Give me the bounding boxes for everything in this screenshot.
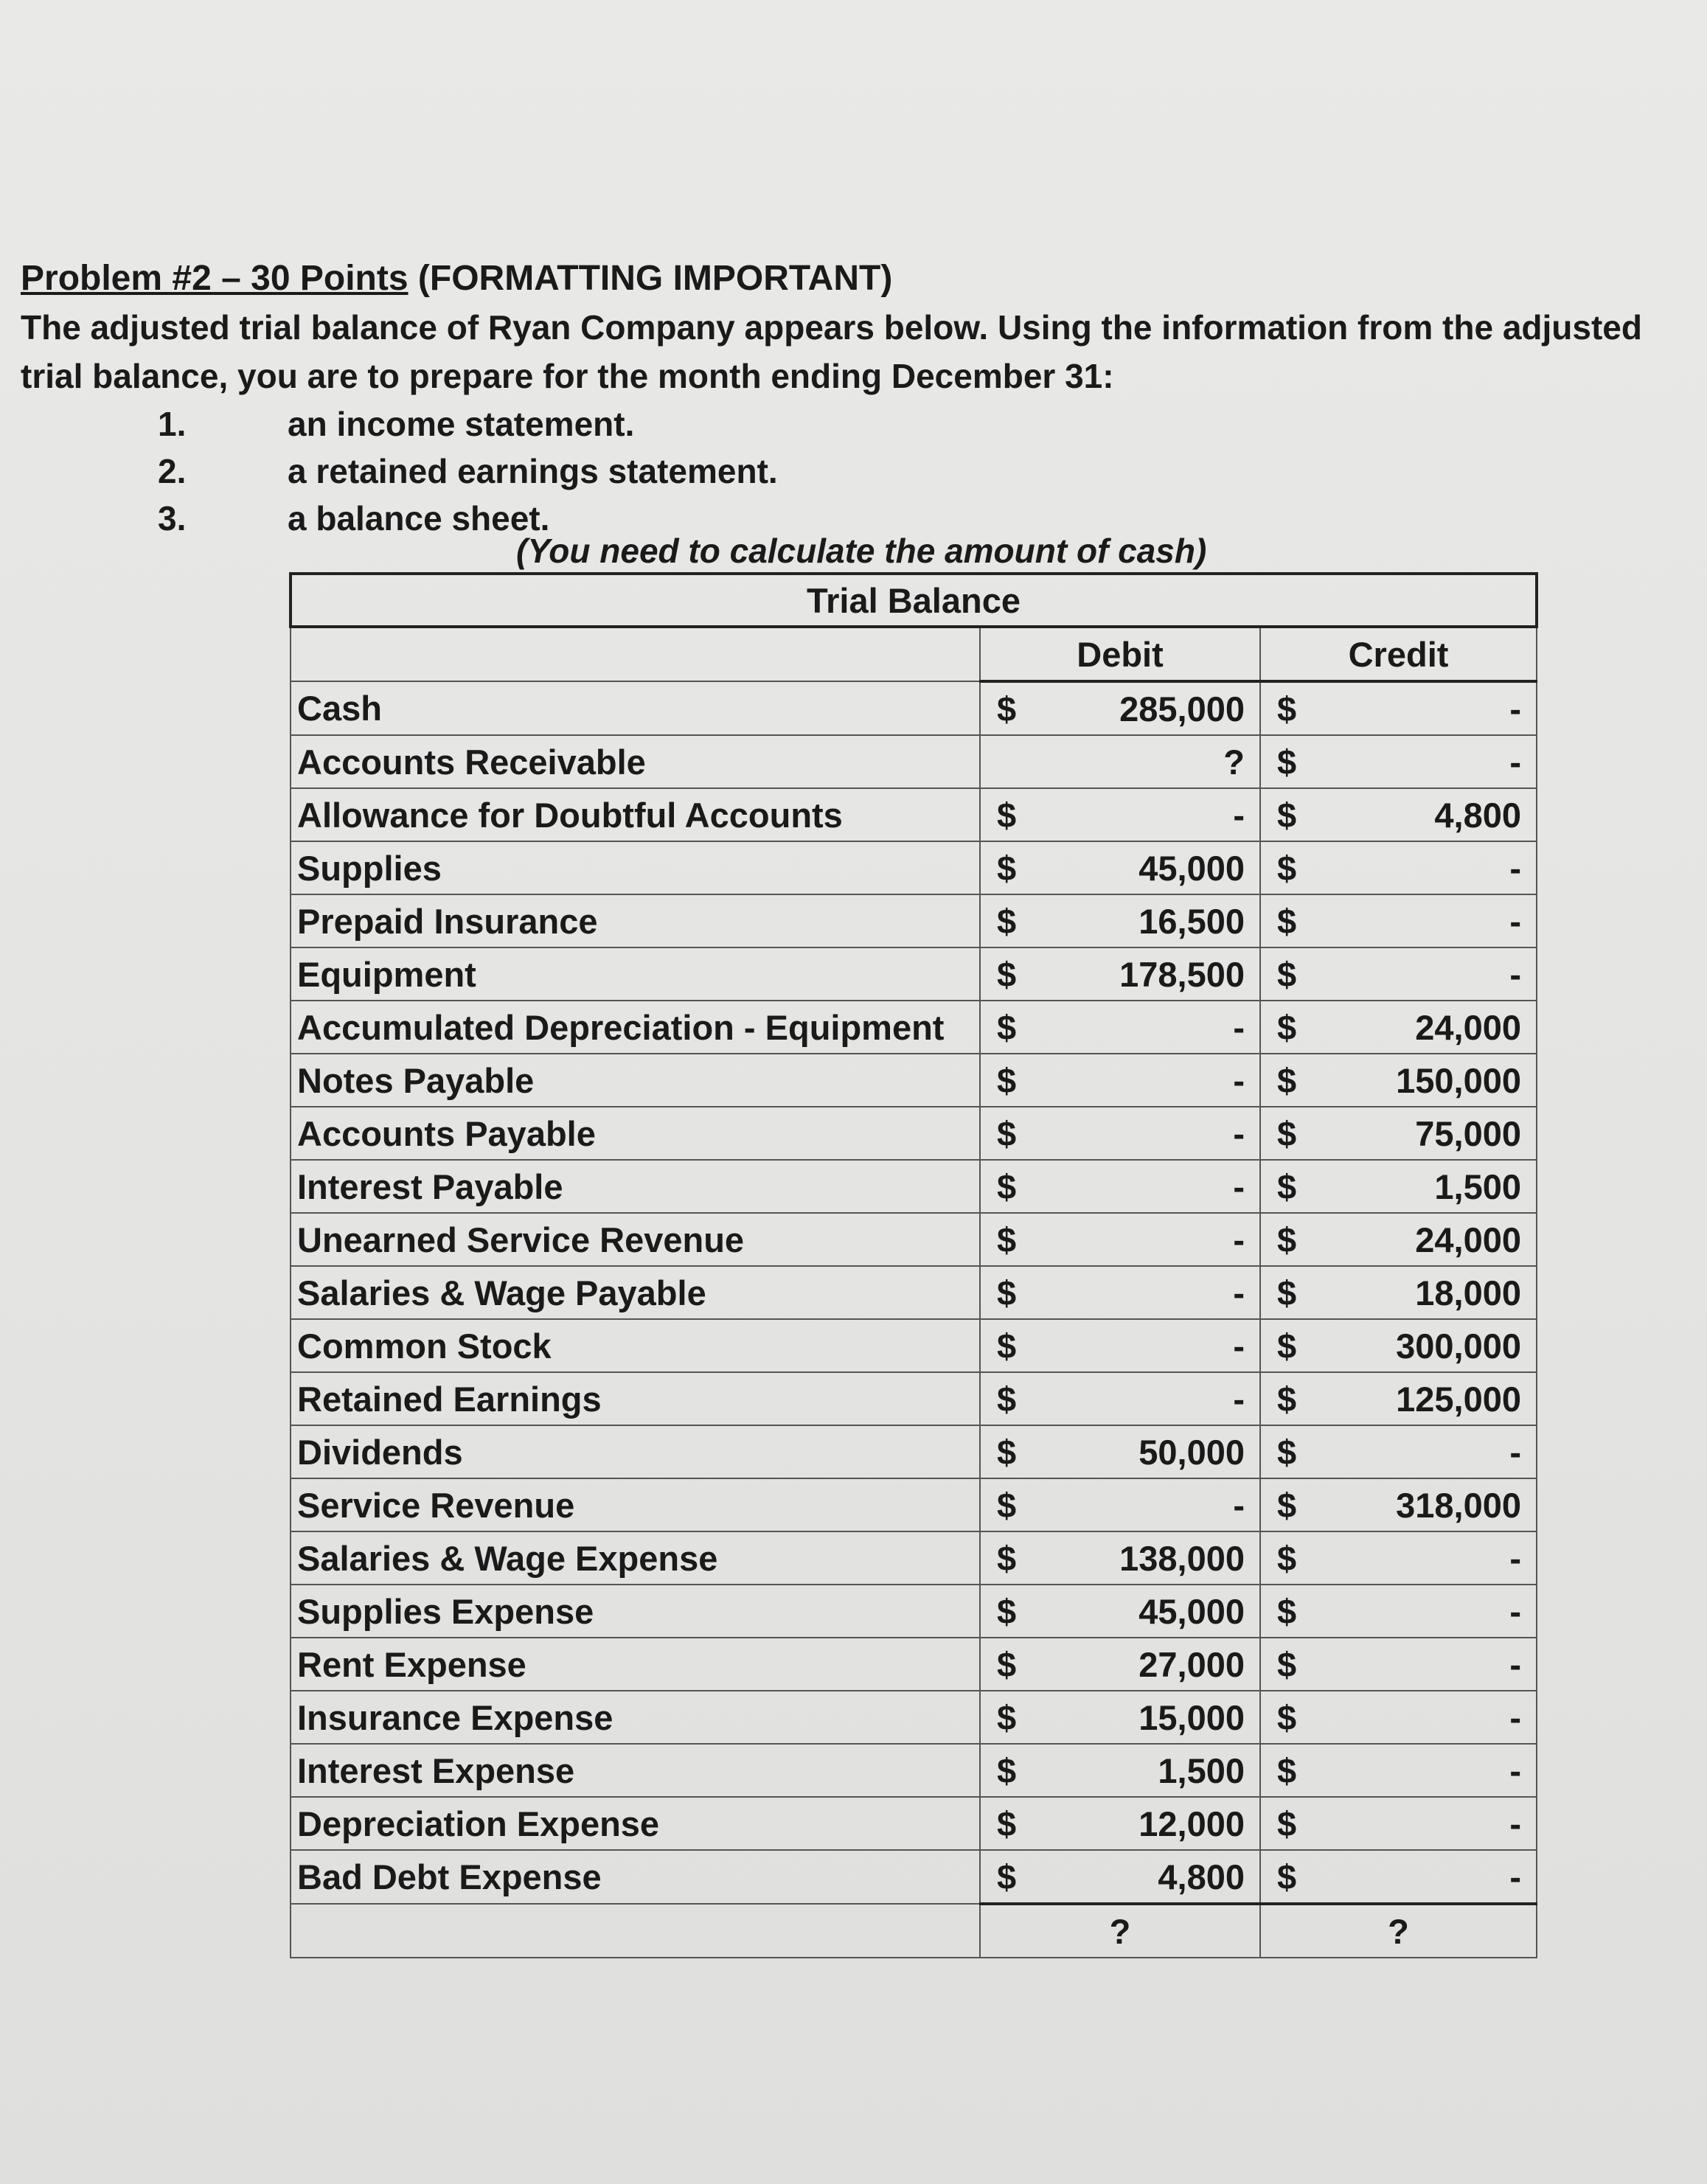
task-text: a balance sheet. xyxy=(288,499,550,538)
debit-amount: 27,000 xyxy=(1138,1644,1245,1684)
debit-cell xyxy=(980,841,1260,894)
debit-amount: - xyxy=(1233,1007,1245,1047)
credit-amount: - xyxy=(1509,1591,1522,1631)
table-row xyxy=(291,788,1537,841)
debit-cell xyxy=(980,1107,1260,1160)
debit-currency-sign: $ xyxy=(997,1166,1017,1206)
credit-currency-sign: $ xyxy=(1277,1113,1297,1153)
credit-amount: 318,000 xyxy=(1396,1485,1522,1525)
account-name: Accounts Payable xyxy=(291,1107,980,1160)
credit-cell xyxy=(1260,681,1537,735)
credit-amount: 24,000 xyxy=(1415,1007,1522,1047)
debit-cell xyxy=(980,1160,1260,1213)
table-row xyxy=(291,681,1537,735)
account-name: Accumulated Depreciation - Equipment xyxy=(291,1001,980,1054)
debit-cell xyxy=(980,1531,1260,1585)
account-name: Supplies Expense xyxy=(291,1585,980,1638)
cash-note: (You need to calculate the amount of cash) xyxy=(516,532,1207,570)
account-name: Notes Payable xyxy=(291,1054,980,1107)
debit-currency-sign: $ xyxy=(997,1857,1017,1896)
problem-statement xyxy=(21,254,1672,542)
credit-currency-sign: $ xyxy=(1277,1697,1297,1737)
debit-cell xyxy=(980,1478,1260,1531)
credit-cell xyxy=(1260,1425,1537,1478)
table-row xyxy=(291,1107,1537,1160)
debit-amount: - xyxy=(1233,1060,1245,1100)
credit-currency-sign: $ xyxy=(1277,1485,1297,1525)
credit-amount: - xyxy=(1509,742,1522,782)
debit-currency-sign: $ xyxy=(997,1804,1017,1843)
credit-cell xyxy=(1260,841,1537,894)
table-row xyxy=(291,1691,1537,1744)
credit-currency-sign: $ xyxy=(1277,1220,1297,1259)
credit-amount: - xyxy=(1509,1857,1522,1896)
account-name: Interest Payable xyxy=(291,1160,980,1213)
debit-currency-sign: $ xyxy=(997,1113,1017,1153)
table-row xyxy=(291,735,1537,788)
credit-amount: 125,000 xyxy=(1396,1379,1522,1419)
table-row xyxy=(291,1531,1537,1585)
debit-cell xyxy=(980,1425,1260,1478)
debit-cell xyxy=(980,1585,1260,1638)
credit-cell xyxy=(1260,1160,1537,1213)
credit-currency-sign: $ xyxy=(1277,742,1297,782)
credit-amount: - xyxy=(1509,1644,1522,1684)
credit-amount: 300,000 xyxy=(1396,1326,1522,1366)
credit-currency-sign: $ xyxy=(1277,1538,1297,1578)
account-name: Dividends xyxy=(291,1425,980,1478)
account-name: Service Revenue xyxy=(291,1478,980,1531)
task-number: 1. xyxy=(158,405,187,443)
table-row xyxy=(291,1425,1537,1478)
table-title: Trial Balance xyxy=(291,574,1537,627)
credit-currency-sign: $ xyxy=(1277,1750,1297,1790)
table-row xyxy=(291,947,1537,1001)
debit-currency-sign: $ xyxy=(997,1007,1017,1047)
credit-currency-sign: $ xyxy=(1277,1166,1297,1206)
account-name: Supplies xyxy=(291,841,980,894)
problem-heading xyxy=(21,254,1672,303)
task-number: 2. xyxy=(158,452,187,490)
account-name: Rent Expense xyxy=(291,1638,980,1691)
credit-cell xyxy=(1260,1266,1537,1319)
credit-amount: - xyxy=(1509,848,1522,888)
debit-cell xyxy=(980,1213,1260,1266)
debit-cell xyxy=(980,735,1260,788)
total-credit: ? xyxy=(1260,1904,1537,1958)
account-name: Salaries & Wage Payable xyxy=(291,1266,980,1319)
task-text: a retained earnings statement. xyxy=(288,452,778,490)
account-name: Salaries & Wage Expense xyxy=(291,1531,980,1585)
debit-amount: - xyxy=(1233,1166,1245,1206)
task-item xyxy=(21,400,1672,448)
debit-amount: - xyxy=(1233,1379,1245,1419)
credit-currency-sign: $ xyxy=(1277,1644,1297,1684)
debit-currency-sign: $ xyxy=(997,1697,1017,1737)
debit-currency-sign: $ xyxy=(997,1591,1017,1631)
credit-currency-sign: $ xyxy=(1277,795,1297,835)
table-row xyxy=(291,1372,1537,1425)
debit-cell xyxy=(980,1850,1260,1904)
credit-amount: - xyxy=(1509,1432,1522,1472)
credit-cell xyxy=(1260,1691,1537,1744)
debit-amount: 50,000 xyxy=(1138,1432,1245,1472)
account-name: Cash xyxy=(291,681,980,735)
table-row xyxy=(291,1266,1537,1319)
table-row xyxy=(291,1744,1537,1797)
account-name: Accounts Receivable xyxy=(291,735,980,788)
debit-amount: - xyxy=(1233,1326,1245,1366)
credit-amount: - xyxy=(1509,1804,1522,1843)
debit-cell xyxy=(980,947,1260,1001)
account-name: Interest Expense xyxy=(291,1744,980,1797)
credit-column-header: Credit xyxy=(1260,627,1537,681)
credit-amount: - xyxy=(1509,954,1522,994)
credit-currency-sign: $ xyxy=(1277,954,1297,994)
account-name: Depreciation Expense xyxy=(291,1797,980,1850)
debit-currency-sign: $ xyxy=(997,848,1017,888)
debit-amount: 12,000 xyxy=(1138,1804,1245,1843)
credit-cell xyxy=(1260,1107,1537,1160)
debit-currency-sign: $ xyxy=(997,1750,1017,1790)
debit-amount: - xyxy=(1233,1220,1245,1259)
debit-amount: 45,000 xyxy=(1138,848,1245,888)
credit-amount: 150,000 xyxy=(1396,1060,1522,1100)
table-row xyxy=(291,1478,1537,1531)
table-title-row xyxy=(291,574,1537,627)
debit-currency-sign: $ xyxy=(997,1060,1017,1100)
table-row xyxy=(291,1585,1537,1638)
debit-cell xyxy=(980,1797,1260,1850)
debit-currency-sign: $ xyxy=(997,1273,1017,1312)
debit-cell xyxy=(980,1319,1260,1372)
credit-cell xyxy=(1260,1585,1537,1638)
debit-currency-sign: $ xyxy=(997,901,1017,941)
debit-cell xyxy=(980,1054,1260,1107)
credit-amount: - xyxy=(1509,1697,1522,1737)
credit-cell xyxy=(1260,894,1537,947)
credit-cell xyxy=(1260,1531,1537,1585)
credit-amount: - xyxy=(1509,689,1522,728)
credit-cell xyxy=(1260,1001,1537,1054)
account-column-header xyxy=(291,627,980,681)
debit-currency-sign: $ xyxy=(997,1644,1017,1684)
account-name: Common Stock xyxy=(291,1319,980,1372)
account-name: Unearned Service Revenue xyxy=(291,1213,980,1266)
credit-amount: 1,500 xyxy=(1434,1166,1522,1206)
table-row xyxy=(291,1054,1537,1107)
debit-cell xyxy=(980,1001,1260,1054)
debit-currency-sign: $ xyxy=(997,1485,1017,1525)
trial-balance-table xyxy=(289,572,1538,1958)
credit-amount: 18,000 xyxy=(1415,1273,1522,1312)
credit-amount: - xyxy=(1509,901,1522,941)
debit-cell xyxy=(980,1372,1260,1425)
debit-amount: 4,800 xyxy=(1158,1857,1245,1896)
debit-amount: - xyxy=(1233,1485,1245,1525)
credit-currency-sign: $ xyxy=(1277,901,1297,941)
debit-amount: ? xyxy=(1223,742,1245,782)
table-row xyxy=(291,1797,1537,1850)
table-row xyxy=(291,1001,1537,1054)
credit-currency-sign: $ xyxy=(1277,1273,1297,1312)
totals-row xyxy=(291,1904,1537,1958)
debit-cell xyxy=(980,894,1260,947)
credit-currency-sign: $ xyxy=(1277,1804,1297,1843)
credit-currency-sign: $ xyxy=(1277,1591,1297,1631)
totals-label-cell xyxy=(291,1904,980,1958)
debit-column-header: Debit xyxy=(980,627,1260,681)
trial-balance-rows xyxy=(291,681,1537,1904)
credit-amount: - xyxy=(1509,1750,1522,1790)
credit-cell xyxy=(1260,1213,1537,1266)
account-name: Equipment xyxy=(291,947,980,1001)
credit-cell xyxy=(1260,1319,1537,1372)
credit-amount: 75,000 xyxy=(1415,1113,1522,1153)
credit-currency-sign: $ xyxy=(1277,848,1297,888)
debit-currency-sign: $ xyxy=(997,1326,1017,1366)
credit-currency-sign: $ xyxy=(1277,1379,1297,1419)
debit-amount: 1,500 xyxy=(1158,1750,1245,1790)
task-item xyxy=(21,448,1672,495)
problem-heading-note: (FORMATTING IMPORTANT) xyxy=(408,259,893,298)
credit-cell xyxy=(1260,735,1537,788)
credit-cell xyxy=(1260,1850,1537,1904)
account-name: Insurance Expense xyxy=(291,1691,980,1744)
debit-cell xyxy=(980,1744,1260,1797)
table-row xyxy=(291,1850,1537,1904)
debit-currency-sign: $ xyxy=(997,795,1017,835)
credit-currency-sign: $ xyxy=(1277,1857,1297,1896)
debit-amount: 178,500 xyxy=(1119,954,1245,994)
credit-amount: - xyxy=(1509,1538,1522,1578)
debit-currency-sign: $ xyxy=(997,1220,1017,1259)
debit-cell xyxy=(980,788,1260,841)
account-name: Bad Debt Expense xyxy=(291,1850,980,1904)
credit-amount: 24,000 xyxy=(1415,1220,1522,1259)
debit-amount: - xyxy=(1233,1113,1245,1153)
table-row xyxy=(291,1160,1537,1213)
debit-currency-sign: $ xyxy=(997,1432,1017,1472)
account-name: Allowance for Doubtful Accounts xyxy=(291,788,980,841)
table-row xyxy=(291,1638,1537,1691)
credit-cell xyxy=(1260,1797,1537,1850)
credit-cell xyxy=(1260,1744,1537,1797)
debit-amount: 16,500 xyxy=(1138,901,1245,941)
debit-cell xyxy=(980,681,1260,735)
credit-cell xyxy=(1260,788,1537,841)
credit-cell xyxy=(1260,1478,1537,1531)
column-header-row xyxy=(291,627,1537,681)
debit-amount: 15,000 xyxy=(1138,1697,1245,1737)
credit-currency-sign: $ xyxy=(1277,1326,1297,1366)
table-row xyxy=(291,1319,1537,1372)
account-name: Prepaid Insurance xyxy=(291,894,980,947)
account-name: Retained Earnings xyxy=(291,1372,980,1425)
debit-amount: - xyxy=(1233,795,1245,835)
debit-currency-sign: $ xyxy=(997,1538,1017,1578)
problem-intro: The adjusted trial balance of Ryan Company appears below. Using the information from the adjusted trial balance, you are to prepare for the month ending December 31: xyxy=(21,308,1642,395)
task-number: 3. xyxy=(158,499,187,538)
credit-currency-sign: $ xyxy=(1277,1007,1297,1047)
debit-cell xyxy=(980,1691,1260,1744)
debit-amount: - xyxy=(1233,1273,1245,1312)
task-text: an income statement. xyxy=(288,405,635,443)
debit-cell xyxy=(980,1266,1260,1319)
credit-currency-sign: $ xyxy=(1277,1060,1297,1100)
credit-currency-sign: $ xyxy=(1277,689,1297,728)
debit-currency-sign: $ xyxy=(997,954,1017,994)
debit-currency-sign: $ xyxy=(997,689,1017,728)
credit-cell xyxy=(1260,1638,1537,1691)
debit-cell xyxy=(980,1638,1260,1691)
debit-amount: 285,000 xyxy=(1119,689,1245,728)
debit-amount: 45,000 xyxy=(1138,1591,1245,1631)
total-debit: ? xyxy=(980,1904,1260,1958)
problem-heading-title: Problem #2 – 30 Points xyxy=(21,259,409,298)
debit-currency-sign: $ xyxy=(997,1379,1017,1419)
table-row xyxy=(291,841,1537,894)
credit-amount: 4,800 xyxy=(1434,795,1522,835)
debit-amount: 138,000 xyxy=(1119,1538,1245,1578)
table-row xyxy=(291,894,1537,947)
credit-currency-sign: $ xyxy=(1277,1432,1297,1472)
credit-cell xyxy=(1260,1054,1537,1107)
credit-cell xyxy=(1260,947,1537,1001)
credit-cell xyxy=(1260,1372,1537,1425)
table-row xyxy=(291,1213,1537,1266)
